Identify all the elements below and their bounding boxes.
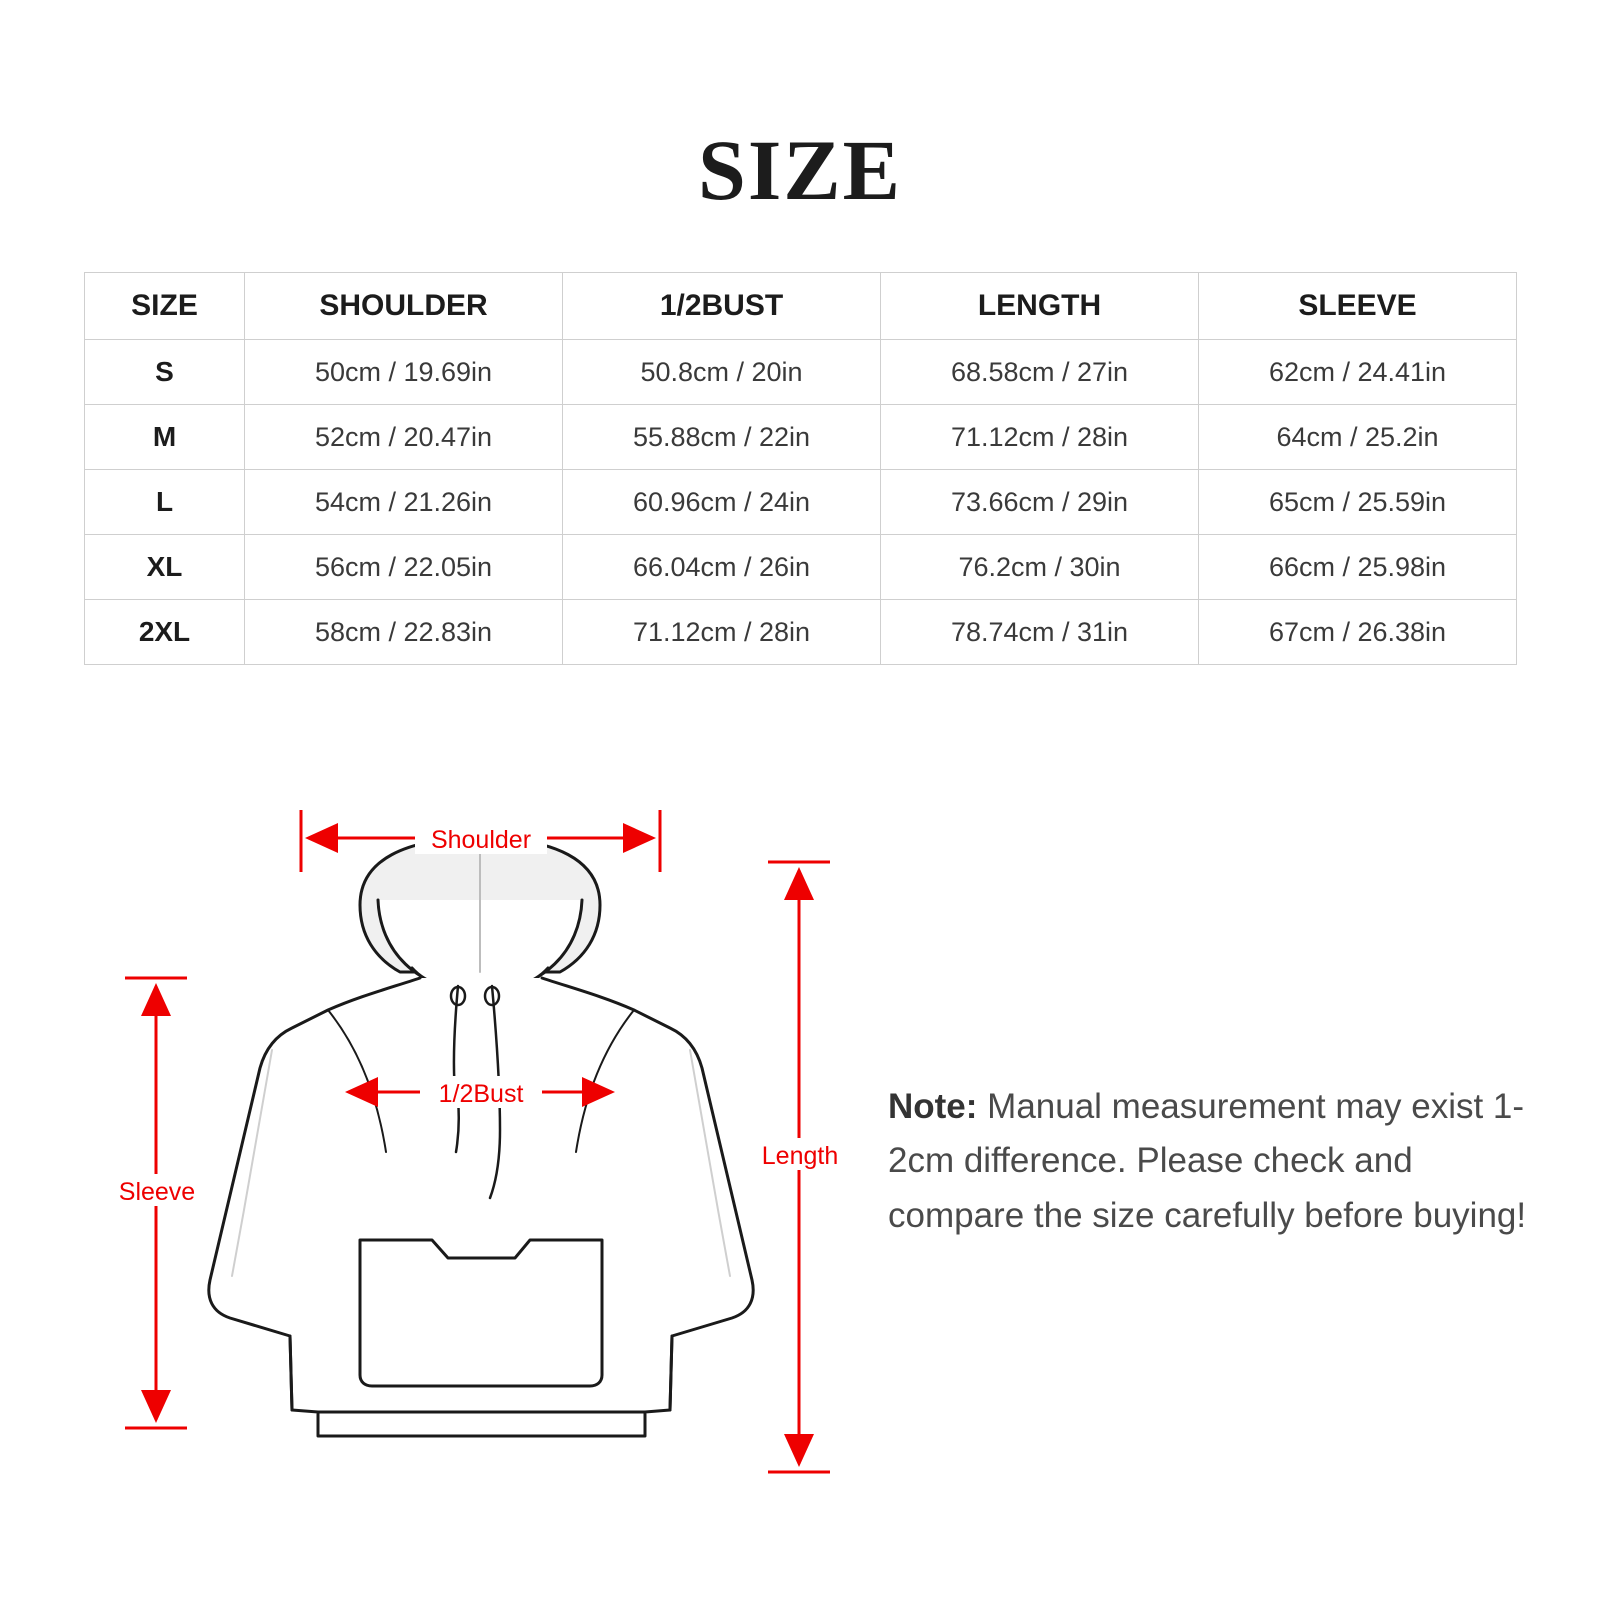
table-row (85, 340, 1517, 405)
cell-length: 78.74cm / 31in (881, 600, 1199, 665)
cell-size: M (85, 405, 245, 470)
cell-length: 76.2cm / 30in (881, 535, 1199, 600)
cell-size: S (85, 340, 245, 405)
column-header-shoulder: SHOULDER (245, 273, 563, 340)
cell-length: 68.58cm / 27in (881, 340, 1199, 405)
cell-bust: 55.88cm / 22in (563, 405, 881, 470)
hoodie-illustration (209, 838, 753, 1436)
cell-sleeve: 65cm / 25.59in (1199, 470, 1517, 535)
measurement-diagram (60, 800, 880, 1540)
cell-size: L (85, 470, 245, 535)
cell-bust: 71.12cm / 28in (563, 600, 881, 665)
table-header-row (85, 273, 1517, 340)
measurement-note (888, 1080, 1528, 1243)
cell-shoulder: 54cm / 21.26in (245, 470, 563, 535)
column-header-sleeve: SLEEVE (1199, 273, 1517, 340)
cell-size: XL (85, 535, 245, 600)
column-header-bust: 1/2BUST (563, 273, 881, 340)
cell-length: 71.12cm / 28in (881, 405, 1199, 470)
note-label: Note: (888, 1087, 978, 1126)
column-header-size: SIZE (85, 273, 245, 340)
cell-sleeve: 67cm / 26.38in (1199, 600, 1517, 665)
cell-bust: 66.04cm / 26in (563, 535, 881, 600)
table-row (85, 405, 1517, 470)
cell-shoulder: 56cm / 22.05in (245, 535, 563, 600)
cell-shoulder: 58cm / 22.83in (245, 600, 563, 665)
cell-sleeve: 66cm / 25.98in (1199, 535, 1517, 600)
length-label: Length (761, 1142, 839, 1170)
column-header-length: LENGTH (881, 273, 1199, 340)
table-row (85, 535, 1517, 600)
shoulder-label: Shoulder (430, 826, 532, 854)
cell-length: 73.66cm / 29in (881, 470, 1199, 535)
size-chart-table (84, 272, 1517, 665)
cell-bust: 60.96cm / 24in (563, 470, 881, 535)
page-title: SIZE (697, 122, 903, 218)
bust-label: 1/2Bust (438, 1080, 524, 1108)
table-row (85, 600, 1517, 665)
sleeve-label: Sleeve (118, 1178, 196, 1206)
cell-sleeve: 62cm / 24.41in (1199, 340, 1517, 405)
cell-shoulder: 50cm / 19.69in (245, 340, 563, 405)
note-text: Manual measurement may exist 1-2cm difference. Please check and compare the size carefully before buying! (888, 1087, 1527, 1235)
cell-sleeve: 64cm / 25.2in (1199, 405, 1517, 470)
cell-shoulder: 52cm / 20.47in (245, 405, 563, 470)
table-row (85, 470, 1517, 535)
cell-bust: 50.8cm / 20in (563, 340, 881, 405)
cell-size: 2XL (85, 600, 245, 665)
